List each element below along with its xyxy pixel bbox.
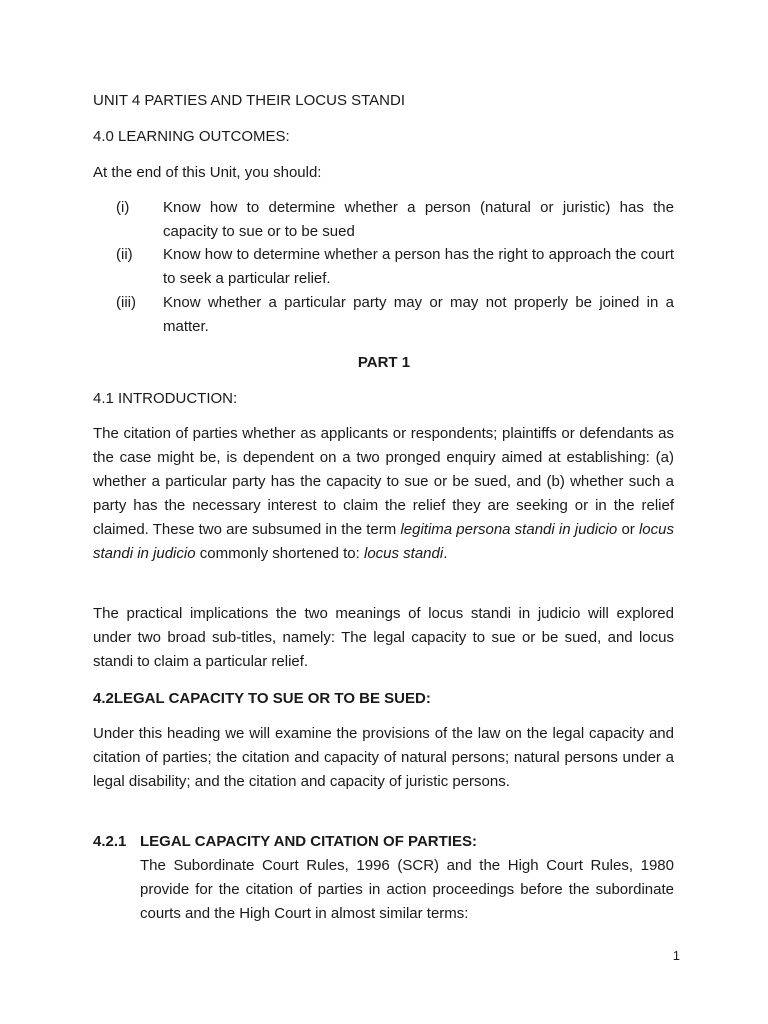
outcome-number: (i)	[116, 199, 130, 216]
page-number: 1	[672, 948, 680, 963]
connector-commonly: commonly shortened to:	[195, 545, 364, 562]
outcome-text: Know how to determine whether a person has the right to approach the court to seek a particular relief.	[163, 246, 674, 287]
connector-or: or	[617, 521, 639, 538]
outcome-text: Know how to determine whether a person (natural or juristic) has the capacity to sue or to be sued	[163, 199, 674, 240]
latin-term-legitima: legitima persona standi in judicio	[400, 521, 618, 538]
outcome-text: Know whether a particular party may or may not properly be joined in a matter.	[163, 294, 674, 335]
end-period: .	[443, 545, 448, 562]
subsection-number: 4.2.1	[93, 833, 127, 850]
introduction-heading: 4.1 INTRODUCTION:	[93, 390, 238, 407]
outcomes-intro-line: At the end of this Unit, you should:	[93, 164, 322, 181]
introduction-text: The citation of parties whether as applicants or respondents; plaintiffs or defendants as the case might be, is dependent on a two pronged enquiry aimed at establishing: (a) whether a particular party has the capacity to sue or be sued, and (b) whether such a party has the necessary interest to claim the relief they are seeking or in the relief claimed. These two are subsumed in the term	[93, 425, 674, 538]
learning-outcomes-heading: 4.0 LEARNING OUTCOMES:	[93, 128, 290, 145]
outcome-number: (iii)	[116, 294, 136, 311]
outcome-number: (ii)	[116, 246, 133, 263]
latin-term-locus-standi-in-judicio: locus standi in judicio	[93, 521, 674, 562]
latin-term-locus-standi: locus standi	[363, 545, 444, 562]
legal-capacity-heading: 4.2LEGAL CAPACITY TO SUE OR TO BE SUED:	[93, 690, 431, 707]
practical-implications-paragraph: The practical implications the two meanings of locus standi in judicio will explored under two broad sub-titles, namely: The legal capacity to sue or be sued, and locus standi to claim a particular relief.	[93, 605, 674, 670]
unit-title: UNIT 4 PARTIES AND THEIR LOCUS STANDI	[93, 92, 406, 109]
court-rules-paragraph: The Subordinate Court Rules, 1996 (SCR) and the High Court Rules, 1980 provide for the citation of parties in action proceedings before the subordinate courts and the High Court in almost similar terms:	[140, 857, 674, 922]
subsection-title: LEGAL CAPACITY AND CITATION OF PARTIES:	[140, 833, 477, 850]
introduction-paragraph	[93, 422, 674, 566]
subsection-heading	[93, 830, 674, 854]
part-heading: PART 1	[357, 354, 411, 371]
legal-capacity-paragraph: Under this heading we will examine the provisions of the law on the legal capacity and citation of parties; the citation and capacity of natural persons; natural persons under a legal disability; and the citation and capacity of juristic persons.	[93, 725, 674, 790]
